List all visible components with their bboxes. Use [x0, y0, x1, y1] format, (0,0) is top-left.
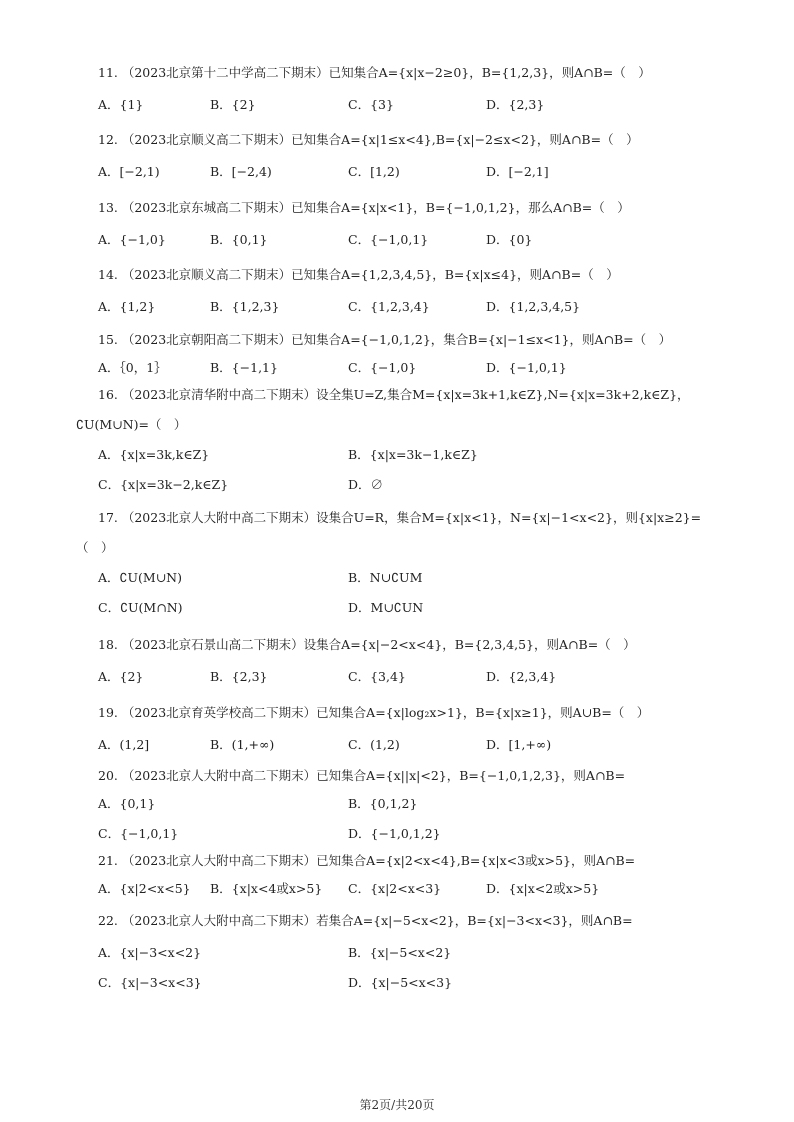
option-d: D．[−2,1] — [486, 164, 549, 179]
option-b: B．{−1,1} — [210, 360, 278, 375]
option-a: A．∁U(M∪N) — [98, 570, 182, 585]
option-c: C．∁U(M∩N) — [98, 600, 183, 615]
option-c: C．{1,2,3,4} — [348, 299, 430, 314]
question-stem: 14. （2023北京顺义高二下期末）已知集合A={1,2,3,4,5}，B={x|x≤4}，则A∩B=（ ） — [98, 267, 619, 282]
option-a: A．{−1,0} — [98, 232, 166, 247]
options-row — [98, 795, 734, 813]
options-row — [98, 298, 734, 316]
option-d: D．{x|−5<x<3} — [348, 975, 453, 990]
options-row — [98, 668, 734, 686]
option-c: C．[1,2) — [348, 164, 400, 179]
question-17 — [76, 509, 734, 617]
option-a: A．{2} — [98, 669, 144, 684]
option-d: D．{−1,0,1,2} — [348, 826, 441, 841]
page-footer: 第2页/共20页 — [359, 1098, 435, 1112]
option-b: B．{0,1} — [210, 232, 268, 247]
question-19 — [98, 704, 734, 754]
question-stem: 15. （2023北京朝阳高二下期末）已知集合A={−1,0,1,2}，集合B={x|−1≤x<1}，则A∩B=（ ） — [98, 332, 672, 347]
options-row — [98, 736, 734, 754]
question-18 — [98, 636, 734, 686]
option-b: B．{1,2,3} — [210, 299, 280, 314]
option-b: B．[−2,4) — [210, 164, 272, 179]
option-c: C．{−1,0} — [348, 360, 417, 375]
option-b: B．(1,+∞) — [210, 737, 275, 752]
question-stem: 11. （2023北京第十二中学高二下期末）已知集合A={x|x−2≥0}，B={1,2,3}，则A∩B=（ ） — [98, 65, 651, 80]
question-stem: 21. （2023北京人大附中高二下期末）已知集合A={x|2<x<4},B={x|x<3或x>5}，则A∩B= — [98, 853, 636, 868]
question-stem: 22. （2023北京人大附中高二下期末）若集合A={x|−5<x<2}，B={x|−3<x<3}，则A∩B= — [98, 913, 633, 928]
options-row — [98, 476, 734, 494]
question-stem: 20. （2023北京人大附中高二下期末）已知集合A={x||x|<2}，B={−1,0,1,2,3}，则A∩B= — [98, 768, 626, 783]
option-b: B．{x|−5<x<2} — [348, 945, 452, 960]
option-a: A．{0,1} — [98, 796, 156, 811]
question-14 — [98, 266, 734, 316]
question-20 — [98, 767, 734, 843]
option-a: A．(1,2] — [98, 737, 150, 752]
option-a: A．{1,2} — [98, 299, 156, 314]
option-b: B．{2,3} — [210, 669, 268, 684]
question-15 — [98, 331, 734, 377]
option-d: D．{0} — [486, 232, 533, 247]
options-row — [98, 825, 734, 843]
option-c: C．{x|−3<x<3} — [98, 975, 202, 990]
question-stem: 13. （2023北京东城高二下期末）已知集合A={x|x<1}，B={−1,0,1,2}，那么A∩B=（ ） — [98, 200, 630, 215]
option-a: A．{x|x=3k,k∈Z} — [98, 447, 210, 462]
option-d: D．{−1,0,1} — [486, 360, 567, 375]
question-13 — [98, 199, 734, 249]
option-a: A．{x|−3<x<2} — [98, 945, 202, 960]
options-row — [98, 599, 734, 617]
option-c: C．{x|x=3k−2,k∈Z} — [98, 477, 229, 492]
options-row — [98, 944, 734, 962]
option-c: C．{−1,0,1} — [348, 232, 429, 247]
option-d: D．{1,2,3,4,5} — [486, 299, 581, 314]
option-d: D．M∪∁UN — [348, 600, 424, 615]
option-a: A．｛0，1｝ — [98, 360, 167, 375]
question-12 — [98, 131, 734, 181]
option-c: C．{−1,0,1} — [98, 826, 179, 841]
options-row — [98, 974, 734, 992]
option-d: D．{2,3,4} — [486, 669, 557, 684]
question-stem: 17. （2023北京人大附中高二下期末）设集合U=R，集合M={x|x<1}，N={x|−1<x<2}，则{x|x≥2}= — [98, 510, 702, 525]
question-stem: 19. （2023北京育英学校高二下期末）已知集合A={x|log₂x>1}，B={x|x≥1}，则A∪B=（ ） — [98, 705, 650, 720]
options-row — [98, 880, 734, 898]
option-b: B．{x|x<4或x>5} — [210, 881, 323, 896]
option-a: A．[−2,1) — [98, 164, 160, 179]
question-stem: 16. （2023北京清华附中高二下期末）设全集U=Z,集合M={x|x=3k+1,k∈Z},N={x|x=3k+2,k∈Z}， — [98, 387, 690, 402]
option-c: C．{x|2<x<3} — [348, 881, 442, 896]
question-stem: 12. （2023北京顺义高二下期末）已知集合A={x|1≤x<4},B={x|−2≤x<2}，则A∩B=（ ） — [98, 132, 639, 147]
option-c: C．(1,2) — [348, 737, 400, 752]
question-stem-continued: ∁U(M∪N)=（ ） — [76, 417, 187, 432]
options-row — [98, 569, 734, 587]
option-d: D．{x|x<2或x>5} — [486, 881, 600, 896]
question-16 — [76, 386, 734, 494]
question-11 — [98, 64, 734, 114]
option-c: C．{3,4} — [348, 669, 406, 684]
question-21 — [98, 852, 734, 898]
option-a: A．{x|2<x<5} — [98, 881, 191, 896]
question-stem: 18. （2023北京石景山高二下期末）设集合A={x|−2<x<4}，B={2,3,4,5}，则A∩B=（ ） — [98, 637, 636, 652]
option-c: C．{3} — [348, 97, 394, 112]
option-d: D．∅ — [348, 477, 384, 492]
option-d: D．[1,+∞) — [486, 737, 552, 752]
question-stem-continued: （ ） — [76, 540, 114, 555]
options-row — [98, 96, 734, 114]
option-b: B．{2} — [210, 97, 256, 112]
options-row — [98, 163, 734, 181]
option-b: B．N∪∁UM — [348, 570, 423, 585]
options-row — [98, 231, 734, 249]
options-row — [98, 359, 734, 377]
option-b: B．{x|x=3k−1,k∈Z} — [348, 447, 478, 462]
options-row — [98, 446, 734, 464]
option-a: A．{1} — [98, 97, 144, 112]
question-22 — [98, 912, 734, 992]
option-d: D．{2,3} — [486, 97, 545, 112]
option-b: B．{0,1,2} — [348, 796, 418, 811]
